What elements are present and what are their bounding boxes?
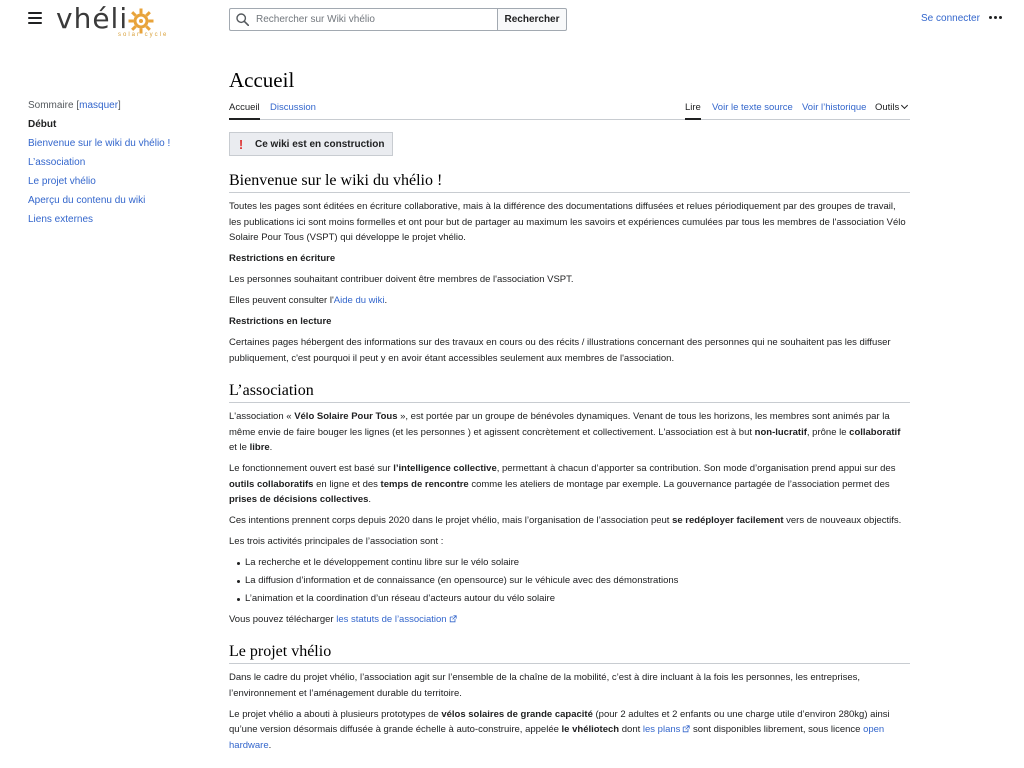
login-link[interactable]: Se connecter	[921, 13, 980, 24]
table-of-contents	[28, 100, 208, 233]
text: .	[269, 442, 273, 453]
logo[interactable]	[56, 2, 169, 38]
toc-item-apercu[interactable]: Aperçu du contenu du wiki	[28, 195, 146, 206]
list-item: La diffusion d’information et de connaissance (en opensource) sur le véhicule avec des démonstrations	[237, 573, 910, 589]
toc-toggle-close-bracket: ]	[118, 100, 121, 111]
bold-text: vélos solaires de grande capacité	[441, 708, 593, 720]
projet-paragraph-1: Dans le cadre du projet vhélio, l’association agit sur l’ensemble de la chaîne de la mobilité, c’est à dire incluant à la fois les personnes, les entreprises, l’environnement et l’aménagement durable du territoire.	[229, 672, 861, 699]
warning-icon: !	[238, 136, 244, 152]
toc-item-liens[interactable]: Liens externes	[28, 214, 94, 225]
text: , prône le	[806, 426, 850, 438]
tab-lire[interactable]: Lire	[685, 102, 701, 120]
page-title: Accueil	[229, 68, 295, 92]
bold-text: libre	[249, 442, 270, 453]
bold-text: prises de décisions collectives	[229, 494, 369, 505]
toc-toggle-open-bracket: [	[76, 100, 80, 111]
header	[0, 0, 1024, 44]
plans-link[interactable]: les plans	[642, 724, 681, 735]
tab-view-source[interactable]: Voir le texte source	[712, 102, 793, 113]
more-options-icon[interactable]	[989, 16, 1002, 19]
association-paragraph-4: Les trois activités principales de l’association sont :	[229, 536, 444, 547]
bold-text: l’intelligence collective	[393, 463, 497, 474]
bold-text: se redéployer facilement	[672, 515, 784, 526]
chevron-down-icon	[901, 102, 908, 109]
help-paragraph	[229, 293, 910, 309]
logo-text: vhéli	[56, 2, 129, 35]
section-title-association: L’association	[229, 381, 910, 403]
text: et le	[229, 442, 250, 453]
text: dont	[619, 724, 643, 735]
bold-text: le vhéliotech	[561, 724, 620, 735]
search-icon	[236, 13, 249, 26]
write-restrictions-title: Restrictions en écriture	[229, 253, 336, 264]
main-content	[229, 66, 910, 759]
text: vers de nouveaux objectifs.	[783, 515, 902, 526]
text: L'association «	[229, 411, 295, 422]
text: .	[268, 739, 272, 751]
help-text-end: .	[384, 295, 388, 306]
statuts-paragraph	[229, 612, 910, 628]
association-paragraph-1	[229, 409, 910, 456]
help-text: Elles peuvent consulter l'	[229, 295, 334, 306]
list-item: La recherche et le développement continu libre sur le vélo solaire	[237, 555, 910, 571]
statuts-link[interactable]: les statuts de l’association	[336, 613, 447, 625]
tab-accueil[interactable]: Accueil	[229, 102, 260, 120]
read-restrictions-title: Restrictions en lecture	[229, 316, 332, 327]
association-paragraph-3	[229, 513, 910, 529]
tab-discussion[interactable]: Discussion	[270, 102, 316, 113]
toc-title-label: Sommaire	[28, 100, 74, 111]
text: en ligne et des	[313, 478, 381, 490]
text: sont disponibles librement, sous licence	[690, 724, 864, 735]
bold-text: outils collaboratifs	[229, 478, 314, 490]
activities-list	[237, 555, 910, 607]
sun-gear-icon	[128, 8, 154, 34]
read-restrictions-text: Certaines pages hébergent des informations sur des travaux en cours ou des récits / illustrations concernant des personnes qui ne souhaitent pas les diffuser publiquement, c'est pourquoi il peut y en avoir étant accessibles seulement aux membres de l'association.	[229, 337, 891, 364]
projet-paragraph-2	[229, 707, 910, 754]
text: Le projet vhélio a abouti à plusieurs prototypes de	[229, 708, 442, 720]
toc-hide-toggle[interactable]: masquer	[79, 100, 119, 111]
list-item: L’animation et la coordination d’un réseau d’acteurs autour du vélo solaire	[237, 591, 910, 607]
section-title-welcome: Bienvenue sur le wiki du vhélio !	[229, 171, 910, 193]
search-button[interactable]: Rechercher	[497, 8, 567, 31]
bold-text: Vélo Solaire Pour Tous	[294, 411, 398, 422]
search-input[interactable]	[256, 14, 497, 25]
bold-text: collaboratif	[849, 426, 901, 438]
text: Vous pouvez télécharger	[229, 613, 337, 625]
tools-dropdown[interactable]	[875, 102, 907, 120]
welcome-intro: Toutes les pages sont éditées en écriture collaborative, mais à la différence des documentations diffusées et relues périodiquement par des groupes de travail, les publications ici sont moins formelles et ont pour but de partager au maximum les savoirs et expériences cumulées par tous les membres de l'association Vélo Solaire Pour Tous (VSPT) qui développe le projet vhélio.	[229, 201, 906, 243]
tools-label: Outils	[875, 102, 900, 113]
logo-subtitle: solar cycle	[118, 32, 169, 38]
open-hardware-link[interactable]: open hardware	[229, 724, 885, 751]
text: .	[368, 494, 372, 505]
text: comme les ateliers de montage par exemple. La gouvernance partagée de l’association permet des	[468, 478, 890, 490]
search-box[interactable]	[229, 8, 497, 31]
write-restrictions-text: Les personnes souhaitant contribuer doivent être membres de l'association VSPT.	[229, 274, 574, 285]
text: Le fonctionnement ouvert est basé sur	[229, 463, 394, 474]
bold-text: non-lucratif	[754, 426, 807, 438]
text: », est portée par un groupe de bénévoles dynamiques. Venant de tous les horizons, les membres sont animés par la même envie de faire bouger les lignes (et les personnes ) et agissent concrètement et collectivement. L'association est à but	[229, 411, 890, 438]
tab-history[interactable]: Voir l’historique	[802, 102, 867, 113]
association-paragraph-2	[229, 461, 910, 508]
toc-item-association[interactable]: L’association	[28, 157, 86, 168]
menu-icon[interactable]	[28, 12, 42, 24]
text: , permettant à chacun d’apporter sa contribution. Son mode d’organisation prend appui sur des	[496, 463, 896, 474]
text: (pour 2 adultes et 2 enfants ou une charge utile d’environ 280kg) ainsi qu’une version désormais diffusée à grande échelle à auto-construire, appelée	[229, 708, 890, 735]
external-link-icon	[449, 615, 457, 623]
page-tabs	[229, 96, 910, 120]
toc-item-bienvenue[interactable]: Bienvenue sur le wiki du vhélio !	[28, 138, 171, 149]
section-title-projet: Le projet vhélio	[229, 642, 910, 664]
bold-text: temps de rencontre	[380, 478, 469, 490]
toc-item-projet[interactable]: Le projet vhélio	[28, 176, 96, 187]
construction-notice	[229, 132, 393, 156]
toc-title	[28, 100, 208, 111]
notice-text: Ce wiki est en construction	[255, 138, 385, 150]
text: Ces intentions prennent corps depuis 2020 dans le projet vhélio, mais l’organisation de l’association peut	[229, 515, 673, 526]
search-form	[229, 8, 567, 31]
help-link[interactable]: Aide du wiki	[333, 295, 385, 306]
toc-item-debut[interactable]: Début	[28, 119, 57, 130]
